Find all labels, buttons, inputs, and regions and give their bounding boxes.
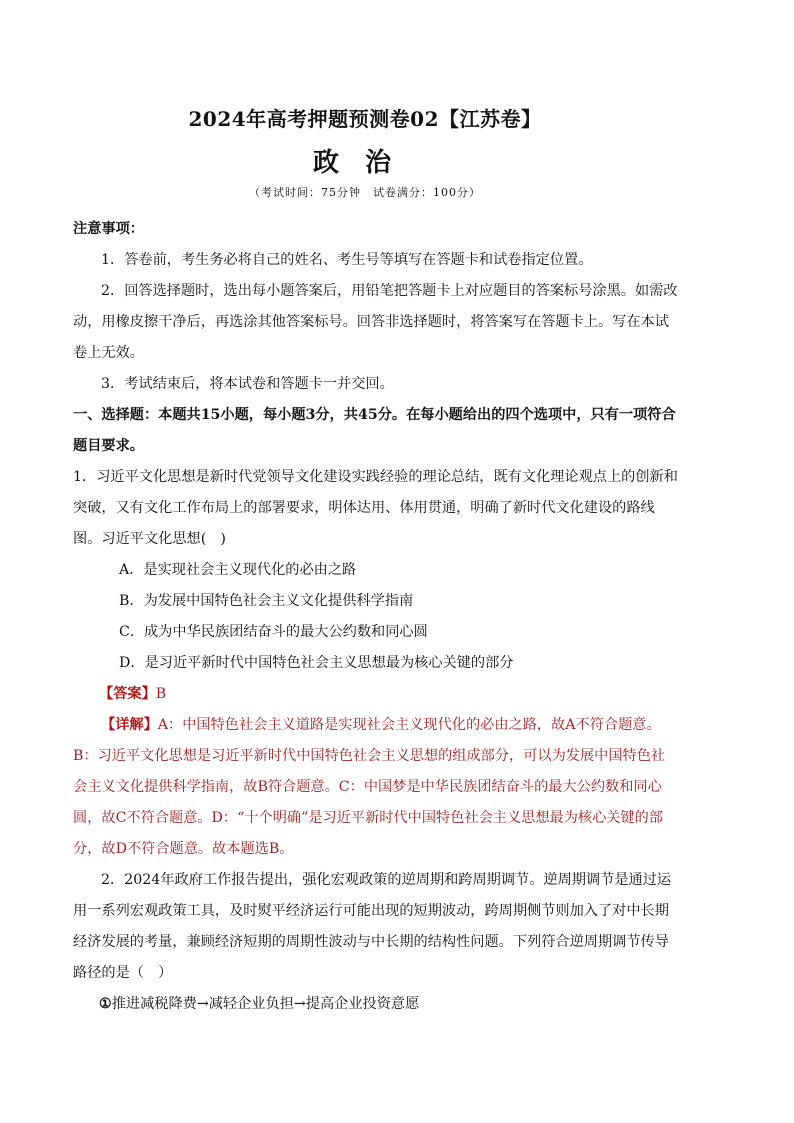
- answer-value: B: [155, 686, 167, 702]
- section-1-heading: 一、选择题：本题共15小题，每小题3分，共45分。在每小题给出的四个选项中，只有一项符合题目要求。: [73, 407, 676, 454]
- answer-tag: 【答案】: [99, 686, 156, 702]
- question-1-stem: 1．习近平文化思想是新时代党领导文化建设实践经验的理论总结，既有文化理论观点上的创新和突破，又有文化工作布局上的部署要求，明体达用、体用贯通，明确了新时代文化建设的路线图。习近平文化思想( ): [73, 469, 678, 547]
- notice-item-1: 1．答卷前，考生务必将自己的姓名、考生号等填写在答题卡和试卷指定位置。: [101, 252, 593, 268]
- item-mark: ①: [99, 996, 112, 1012]
- exam-info: （考试时间：75分钟 试卷满分：100分）: [249, 186, 481, 199]
- question-1-option-b: B．为发展中国特色社会主义文化提供科学指南: [119, 593, 414, 609]
- exam-content: [73, 214, 678, 1020]
- analysis-text: A：中国特色社会主义道路是实现社会主义现代化的必由之路，故A不符合题意。B：习近平文化思想是习近平新时代中国特色社会主义思想的组成部分，可以为发展中国特色社会主义文化提供科学指南，故B符合题意。C：中国梦是中华民族团结奋斗的最大公约数和同心圆，故C不符合题意。D：“十个明确”是习近平新时代中国特色社会主义思想最为核心关键的部分，故D不符合题意。故本题选B。: [73, 717, 666, 857]
- question-2-item-1: [73, 989, 678, 1020]
- question-1-option-d: D．是习近平新时代中国特色社会主义思想最为核心关键的部分: [119, 655, 514, 671]
- question-1-answer: [73, 679, 678, 710]
- item-text: 推进减税降费→减轻企业负担→提高企业投资意愿: [111, 996, 420, 1012]
- question-1-analysis: [73, 710, 678, 865]
- question-2-stem: 2．2024年政府工作报告提出，强化宏观政策的逆周期和跨周期调节。逆周期调节是通过运用一系列宏观政策工具，及时熨平经济运行可能出现的短期波动，跨周期侧节则加入了对中长期经济发展的考量，兼顾经济短期的周期性波动与中长期的结构性问题。下列符合逆周期调节传导路径的是（ ）: [73, 872, 672, 981]
- exam-title: 2024年高考押题预测卷02【江苏卷】: [188, 107, 542, 131]
- question-1-option-c: C．成为中华民族团结奋斗的最大公约数和同心圆: [119, 624, 428, 640]
- question-1-option-a: A．是实现社会主义现代化的必由之路: [119, 562, 357, 578]
- notice-item-3: 3．考试结束后，将本试卷和答题卡一并交回。: [101, 376, 394, 392]
- notice-item-2: 2．回答选择题时，选出每小题答案后，用铅笔把答题卡上对应题目的答案标号涂黑。如需改动，用橡皮擦干净后，再选涂其他答案标号。回答非选择题时，将答案写在答题卡上。写在本试卷上无效。: [73, 283, 678, 361]
- notice-heading: 注意事项：: [73, 221, 144, 237]
- analysis-tag: 【详解】: [101, 717, 158, 733]
- subject-title: 政治: [312, 148, 417, 178]
